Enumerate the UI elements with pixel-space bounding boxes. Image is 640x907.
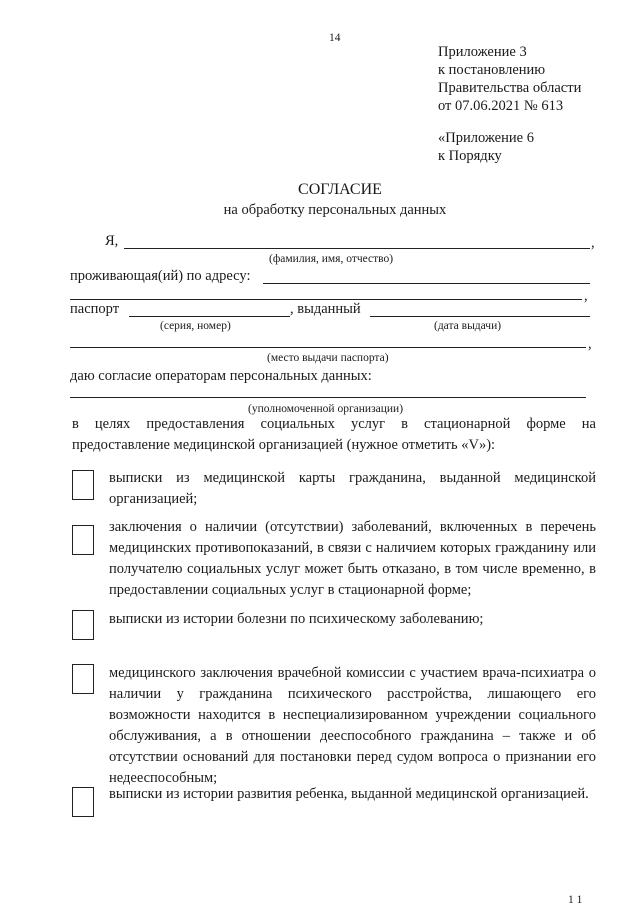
- option-3-text: выписки из истории болезни по психическому заболеванию;: [109, 611, 484, 627]
- option-2-checkbox[interactable]: [72, 525, 94, 555]
- header-order: к Порядку: [438, 148, 502, 164]
- fio-caption: (фамилия, имя, отчество): [269, 253, 394, 265]
- header-appendix: Приложение 3: [438, 44, 527, 60]
- option-2-text: заключения о наличии (отсутствии) заболеваний, включенных в перечень медицинских противопоказаний, в связи с наличием которых гражданину или получателю социальных услуг может быть отказано, в том числе временно, в предоставлении социальных услуг в стационарной форме;: [109, 519, 596, 598]
- address-label: проживающая(ий) по адресу:: [70, 268, 251, 284]
- passport-series-field[interactable]: [129, 316, 290, 317]
- organization-field[interactable]: [70, 397, 586, 398]
- org-caption: (уполномоченной организации): [248, 403, 404, 415]
- option-3-checkbox[interactable]: [72, 610, 94, 640]
- date-caption: (дата выдачи): [434, 320, 502, 332]
- passport-label: паспорт: [70, 301, 120, 317]
- option-4-checkbox[interactable]: [72, 664, 94, 694]
- address-field-1[interactable]: [263, 283, 590, 284]
- ya-label: Я,: [105, 233, 119, 249]
- header-government: Правительства области: [438, 80, 582, 96]
- header-resolution: к постановлению: [438, 62, 546, 78]
- option-1-text: выписки из медицинской карты гражданина, выданной медицинской организацией;: [109, 470, 596, 507]
- consent-text: даю согласие операторам персональных данных:: [70, 368, 372, 384]
- issued-label: , выданный: [290, 301, 361, 317]
- document-title: СОГЛАСИЕ: [298, 181, 382, 198]
- series-caption: (серия, номер): [160, 320, 231, 332]
- option-4-text: медицинского заключения врачебной комиссии с участием врача-психиатра о наличии у гражданина психического расстройства, лишающего его возможности находится в неспециализированном учреждении социального обслуживания, а в отношении дееспособного гражданина – также и об отсутствии оснований для постановки перед судом вопроса о признании его недееспособным;: [109, 665, 596, 786]
- document-subtitle: на обработку персональных данных: [223, 202, 447, 218]
- place-comma: ,: [588, 336, 592, 352]
- purpose-text: в целях предоставления социальных услуг в стационарной форме на предоставление медицинской организацией (нужное отметить «V»):: [72, 416, 596, 453]
- place-caption: (место выдачи паспорта): [267, 352, 389, 364]
- address-comma: ,: [584, 288, 588, 304]
- fio-comma: ,: [591, 235, 595, 251]
- option-1-checkbox[interactable]: [72, 470, 94, 500]
- page-number: 14: [329, 32, 341, 44]
- option-5-text: выписки из истории развития ребенка, выданной медицинской организацией.: [109, 786, 589, 802]
- header-appendix-6: «Приложение 6: [438, 130, 534, 146]
- footer-mark: 1 1: [568, 894, 583, 906]
- fio-field[interactable]: [124, 248, 590, 249]
- option-5-checkbox[interactable]: [72, 787, 94, 817]
- header-date: от 07.06.2021 № 613: [438, 98, 564, 114]
- passport-date-field[interactable]: [370, 316, 590, 317]
- passport-place-field[interactable]: [70, 347, 586, 348]
